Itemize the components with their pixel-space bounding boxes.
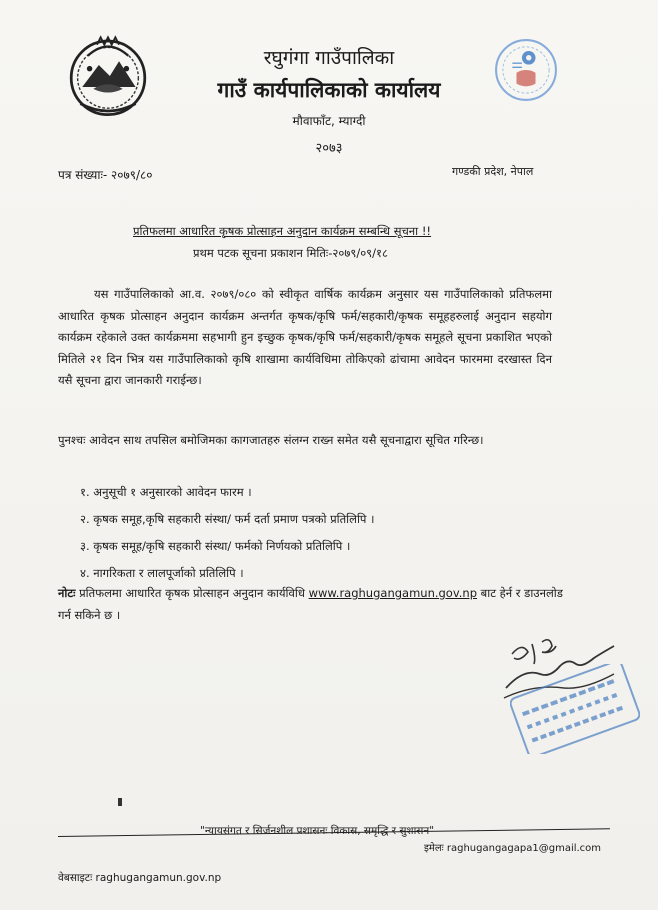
main-paragraph: यस गाउँपालिकाको आ.व. २०७९/०८० को स्वीकृत वार्षिक कार्यक्रम अनुसार यस गाउँपालिकाको प्रतिफलमा आधारित कृषक प्रोत्साहन अनुदान कार्यक्रम अन्तर्गत कृषक/कृषि फर्म/सहकारी/कृषक समूहहरुलाई अनुदान सहयोग कार्यक्रम रहेकाले उक्त कार्यक्रममा सहभागी हुन इच्छुक कृषक/कृषि फर्म/सहकारी/कृषक समूहले सूचना प्रकाशित भएको मितिले २१ दिन भित्र यस गाउँपालिकाको कृषि शाखामा कार्यविधिमा तोकिएको ढांचामा आवेदन फारममा दरखास्त दिन यसै सूचना द्वारा जानकारी गराईन्छ। — [58, 287, 552, 387]
office-name: गाउँ कार्यपालिकाको कार्यालय — [217, 78, 441, 102]
letter-number: पत्र संख्याः- २०७९/८० — [58, 168, 153, 182]
municipality-name: रघुगंगा गाउँपालिका — [263, 47, 395, 69]
list-item: १. अनुसूची १ अनुसारको आवेदन फारम । — [80, 485, 252, 499]
publication-date: प्रथम पटक सूचना प्रकाशन मितिः-२०७९/०९/१८ — [193, 246, 388, 260]
stray-mark — [118, 798, 122, 806]
established-year: २०७३ — [315, 141, 343, 156]
list-item: २. कृषक समूह,कृषि सहकारी संस्था/ फर्म दर्ता प्रमाण पत्रको प्रतिलिपि । — [80, 512, 375, 526]
postscript-paragraph: पुनश्चः आवेदन साथ तपसिल बमोजिमका कागजातहरु संलग्न राख्न समेत यसै सूचनाद्वारा सूचित गरिन्छ। — [58, 433, 484, 447]
list-item: ३. कृषक समूह/कृषि सहकारी संस्था/ फर्मको निर्णयको प्रतिलिपि । — [80, 539, 351, 553]
note-text-before: प्रतिफलमा आधारित कृषक प्रोत्साहन अनुदान कार्यविधि — [75, 586, 309, 600]
note-label: नोटः — [58, 586, 76, 600]
footer-email[interactable]: इमेलः raghugangagapa1@gmail.com — [424, 843, 602, 854]
footer-website[interactable]: वेबसाइटः raghugangamun.gov.np — [58, 872, 222, 884]
required-documents-list — [80, 482, 374, 590]
official-stamp-icon — [510, 664, 640, 754]
province-name: गण्डकी प्रदेश, नेपाल — [452, 165, 534, 178]
footer-motto: "न्यायसंगत र सिर्जनशील प्रशासनः विकास, समृद्धि र सुशासन" — [200, 825, 435, 837]
procedure-link[interactable]: www.raghugangamun.gov.np — [308, 586, 478, 600]
note-text-after: बाट हेर्न र डाउनलोड गर्न सकिने छ । — [58, 586, 563, 622]
note-paragraph — [58, 582, 568, 626]
notice-title: प्रतिफलमा आधारित कृषक प्रोत्साहन अनुदान कार्यक्रम सम्बन्धि सूचना !! — [133, 224, 432, 238]
office-address: मौवाफाँट, म्याग्दी — [292, 114, 366, 128]
list-item: ४. नागरिकता र लालपूर्जाको प्रतिलिपि । — [80, 566, 244, 580]
